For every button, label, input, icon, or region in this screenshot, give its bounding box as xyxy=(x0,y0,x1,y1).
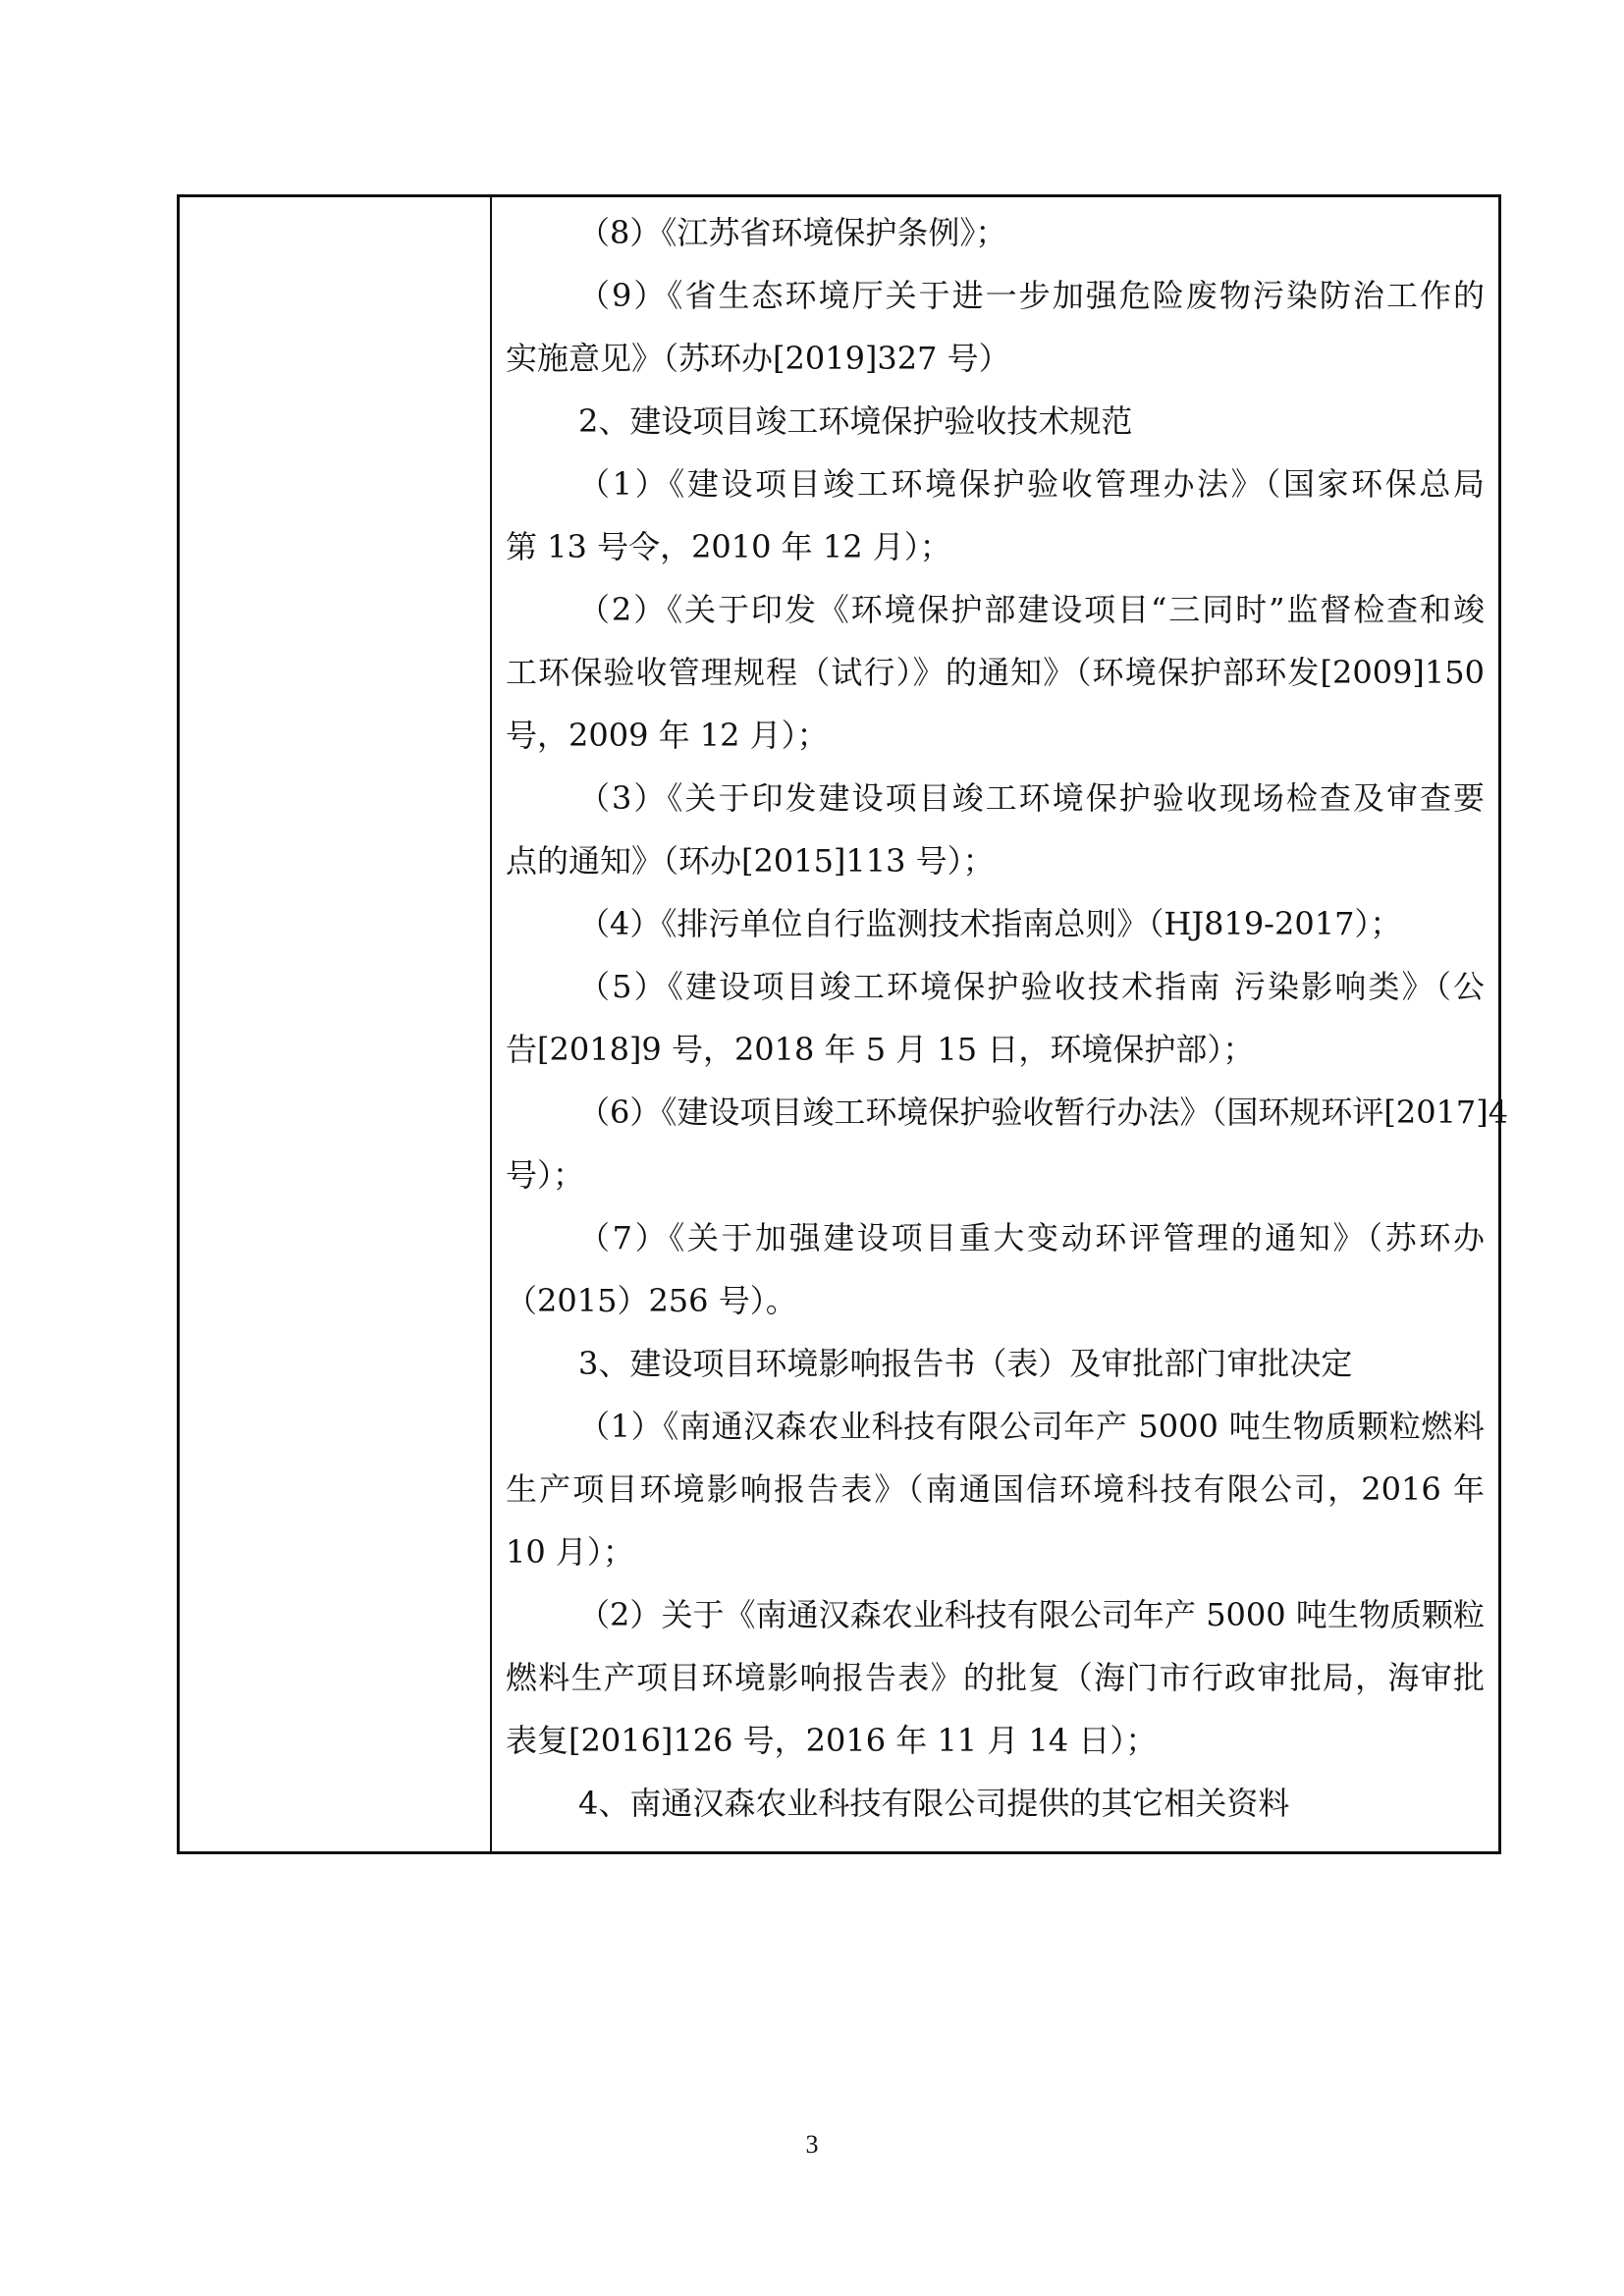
text-line: （2）关于《南通汉森农业科技有限公司年产 5000 吨生物质颗粒 xyxy=(578,1596,1485,1633)
text-line: （1）《建设项目竣工环境保护验收管理办法》（国家环保总局 xyxy=(578,465,1485,503)
text-line: 号，2009 年 12 月）； xyxy=(506,717,829,754)
text-line: 表复[2016]126 号，2016 年 11 月 14 日）； xyxy=(506,1722,1158,1759)
text-line: 10 月）； xyxy=(506,1533,634,1571)
text-line: （8）《江苏省环境保护条例》； xyxy=(578,214,1007,251)
text-line: （9）《省生态环境厅关于进一步加强危险废物污染防治工作的 xyxy=(578,277,1485,314)
right-column-text xyxy=(506,201,1509,1835)
text-line: （2015）256 号）。 xyxy=(506,1282,797,1319)
text-line: （4）《排污单位自行监测技术指南总则》（HJ819-2017）； xyxy=(578,905,1402,942)
text-line: 点的通知》（环办[2015]113 号）； xyxy=(506,842,995,880)
text-line: （6）《建设项目竣工环境保护验收暂行办法》（国环规环评[2017]4 xyxy=(578,1094,1509,1131)
text-line: 工环保验收管理规程（试行）》的通知》（环境保护部环发[2009]150 xyxy=(506,654,1485,691)
content-table xyxy=(177,194,1509,1854)
text-line: 燃料生产项目环境影响报告表》的批复（海门市行政审批局，海审批 xyxy=(506,1659,1485,1696)
page-number: 3 xyxy=(805,2130,819,2159)
section-heading: 4、南通汉森农业科技有限公司提供的其它相关资料 xyxy=(578,1785,1290,1822)
text-line: （1）《南通汉森农业科技有限公司年产 5000 吨生物质颗粒燃料 xyxy=(578,1408,1485,1445)
text-line: 号）； xyxy=(506,1156,585,1194)
section-heading: 2、建设项目竣工环境保护验收技术规范 xyxy=(578,402,1133,440)
text-line: 实施意见》（苏环办[2019]327 号） xyxy=(506,340,1010,377)
text-line: （3）《关于印发建设项目竣工环境保护验收现场检查及审查要 xyxy=(578,779,1485,817)
section-heading: 3、建设项目环境影响报告书（表）及审批部门审批决定 xyxy=(578,1345,1353,1382)
column-divider xyxy=(490,197,492,1851)
text-line: （7）《关于加强建设项目重大变动环评管理的通知》（苏环办 xyxy=(578,1219,1485,1256)
text-line: 生产项目环境影响报告表》（南通国信环境科技有限公司，2016 年 xyxy=(506,1470,1485,1508)
text-line: 告[2018]9 号，2018 年 5 月 15 日，环境保护部）； xyxy=(506,1031,1255,1068)
text-line: （2）《关于印发《环境保护部建设项目“三同时”监督检查和竣 xyxy=(578,591,1485,628)
text-line: （5）《建设项目竣工环境保护验收技术指南 污染影响类》（公 xyxy=(578,968,1485,1005)
text-line: 第 13 号令，2010 年 12 月）； xyxy=(506,528,951,565)
